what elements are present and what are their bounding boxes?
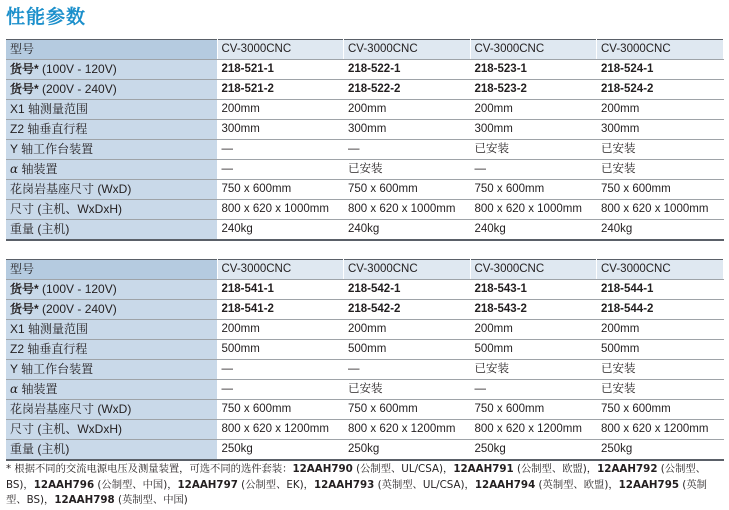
row-label [6,160,217,180]
table-cell: — [470,380,597,400]
table-cell: 已安装 [470,140,597,160]
table-cell: 750 x 600mm [217,400,344,420]
row-label: Y 轴工作台装置 [6,360,217,380]
table-cell: 750 x 600mm [344,400,471,420]
table-cell: 200mm [344,320,471,340]
table-cell: 218-541-2 [217,300,344,320]
table-cell: 300mm [217,120,344,140]
table-cell: 200mm [597,100,724,120]
option-code: 12AAH792 [597,463,658,475]
option-code: 12AAH794 [474,478,536,491]
table-cell: 218-524-1 [597,60,724,80]
table-row [6,120,723,140]
label-text: (200V - 240V) [38,302,117,316]
footnote-text: * 根据不同的交流电源电压及测量装置，可选不同的选件套装： [6,463,293,475]
table-cell: 218-543-2 [470,300,597,320]
option-code: 12AAH798 [54,494,115,506]
table-cell: 218-523-2 [470,80,597,100]
table-cell: 已安装 [597,380,724,400]
table-cell: 250kg [470,440,597,461]
table-cell: — [344,140,471,160]
table-row [6,60,723,80]
table-row [6,360,723,380]
table-row [6,80,723,100]
footnote-text: (公制型、UL/CSA)， [352,463,454,475]
table-cell: CV-3000CNC [597,40,724,60]
table-cell: 已安装 [470,360,597,380]
spec-table-2 [6,259,724,461]
label-bold: 货号* [10,282,39,296]
table-row [6,260,723,280]
table-cell: 200mm [470,100,597,120]
label-text: (100V - 120V) [38,282,117,296]
table-cell: 218-523-1 [470,60,597,80]
label-text: 轴装置 [18,162,58,176]
table-row [6,420,723,440]
row-label: Z2 轴垂直行程 [6,120,217,140]
table-row [6,380,723,400]
alpha-symbol: α [10,382,19,396]
table-row [6,100,723,120]
row-label: 型号 [6,40,217,60]
table-cell: — [217,160,344,180]
table-cell: CV-3000CNC [344,260,471,280]
table-cell: — [470,160,597,180]
table-row [6,280,723,300]
table-cell: 250kg [344,440,471,461]
row-label: 尺寸 (主机、WxDxH) [6,420,217,440]
label-bold: 货号* [10,302,39,316]
table-cell: 200mm [597,320,724,340]
table-cell: 800 x 620 x 1000mm [217,200,344,220]
table-cell: CV-3000CNC [344,40,471,60]
table-cell: 240kg [597,220,724,241]
table-cell: CV-3000CNC [217,260,344,280]
row-label: Z2 轴垂直行程 [6,340,217,360]
table-cell: 218-521-1 [217,60,344,80]
table-cell: 240kg [344,220,471,241]
table-cell: 750 x 600mm [597,400,724,420]
table-cell: 300mm [597,120,724,140]
label-text: (200V - 240V) [38,82,117,96]
table-cell: 218-544-2 [597,300,724,320]
table-cell: 218-542-1 [344,280,471,300]
table-cell: 218-521-2 [217,80,344,100]
label-text: (100V - 120V) [38,62,117,76]
option-code: 12AAH791 [453,463,514,475]
table-cell: — [217,360,344,380]
row-label: 型号 [6,260,217,280]
option-code: 12AAH795 [618,478,680,491]
table-cell: 750 x 600mm [470,180,597,200]
footnote-text: (英制型、BS)， [6,478,707,506]
spec-table-1 [6,39,724,241]
table-cell: 218-542-2 [344,300,471,320]
footnote-text: (英制型、欧盟)， [535,478,619,491]
table-cell: 800 x 620 x 1200mm [344,420,471,440]
table-cell: CV-3000CNC [470,260,597,280]
table-cell: 800 x 620 x 1200mm [470,420,597,440]
table-cell: 200mm [344,100,471,120]
table-cell: 300mm [344,120,471,140]
table-cell: 800 x 620 x 1000mm [597,200,724,220]
page-title: 性能参数 [6,6,87,28]
footnote-text: (英制型、UL/CSA)， [374,478,475,491]
footnote-text: (公制型、欧盟)， [513,463,598,475]
row-label [6,80,217,100]
table-cell: — [217,140,344,160]
table-row [6,220,723,241]
table-cell: 240kg [470,220,597,241]
row-label [6,300,217,320]
table-cell: 750 x 600mm [470,400,597,420]
table-cell: 750 x 600mm [597,180,724,200]
table-row [6,320,723,340]
row-label: X1 轴测量范围 [6,100,217,120]
row-label: 重量 (主机) [6,220,217,241]
table-cell: 已安装 [597,360,724,380]
row-label: 尺寸 (主机、WxDxH) [6,200,217,220]
table-cell: 218-522-2 [344,80,471,100]
footnote [6,462,725,509]
table-cell: 800 x 620 x 1000mm [344,200,471,220]
footnote-text: (英制型、中国) [114,494,188,506]
table-cell: 500mm [470,340,597,360]
table-cell: 218-524-2 [597,80,724,100]
table-cell: 200mm [217,320,344,340]
table-cell: 218-543-1 [470,280,597,300]
table-cell: 218-541-1 [217,280,344,300]
row-label [6,380,217,400]
option-code: 12AAH796 [33,478,95,491]
table-cell: 250kg [217,440,344,461]
table-row [6,160,723,180]
table-cell: — [344,360,471,380]
table-row [6,40,723,60]
table-cell: CV-3000CNC [470,40,597,60]
footnote-text: (公制型、BS)， [6,463,706,491]
table-row [6,340,723,360]
table-cell: 750 x 600mm [217,180,344,200]
table-cell: CV-3000CNC [597,260,724,280]
table-cell: 750 x 600mm [344,180,471,200]
label-bold: 货号* [10,82,39,96]
row-label: 花岗岩基座尺寸 (WxD) [6,400,217,420]
footnote-text: (公制型、中国)， [94,478,178,491]
table-cell: 250kg [597,440,724,461]
row-label: 花岗岩基座尺寸 (WxD) [6,180,217,200]
label-text: 轴装置 [18,382,58,396]
option-code: 12AAH790 [292,463,353,475]
table-cell: 已安装 [597,160,724,180]
table-cell: 500mm [344,340,471,360]
table-cell: 218-522-1 [344,60,471,80]
label-bold: 货号* [10,62,39,76]
table-cell: 800 x 620 x 1000mm [470,200,597,220]
alpha-symbol: α [10,162,19,176]
table-cell: 218-544-1 [597,280,724,300]
table-cell: — [217,380,344,400]
table-cell: 已安装 [344,380,471,400]
table-cell: 800 x 620 x 1200mm [597,420,724,440]
table-row [6,400,723,420]
row-label: X1 轴测量范围 [6,320,217,340]
row-label: Y 轴工作台装置 [6,140,217,160]
table-row [6,300,723,320]
table-cell: CV-3000CNC [217,40,344,60]
option-code: 12AAH793 [313,478,375,491]
table-cell: 800 x 620 x 1200mm [217,420,344,440]
option-code: 12AAH797 [177,478,238,491]
table-row [6,200,723,220]
table-row [6,140,723,160]
table-row [6,440,723,461]
row-label [6,60,217,80]
table-cell: 已安装 [597,140,724,160]
table-cell: 500mm [217,340,344,360]
table-cell: 240kg [217,220,344,241]
table-cell: 已安装 [344,160,471,180]
table-cell: 300mm [470,120,597,140]
row-label: 重量 (主机) [6,440,217,461]
table-row [6,180,723,200]
row-label [6,280,217,300]
footnote-text: (公制型、EK)， [237,478,314,491]
table-cell: 200mm [470,320,597,340]
table-cell: 500mm [597,340,724,360]
table-cell: 200mm [217,100,344,120]
